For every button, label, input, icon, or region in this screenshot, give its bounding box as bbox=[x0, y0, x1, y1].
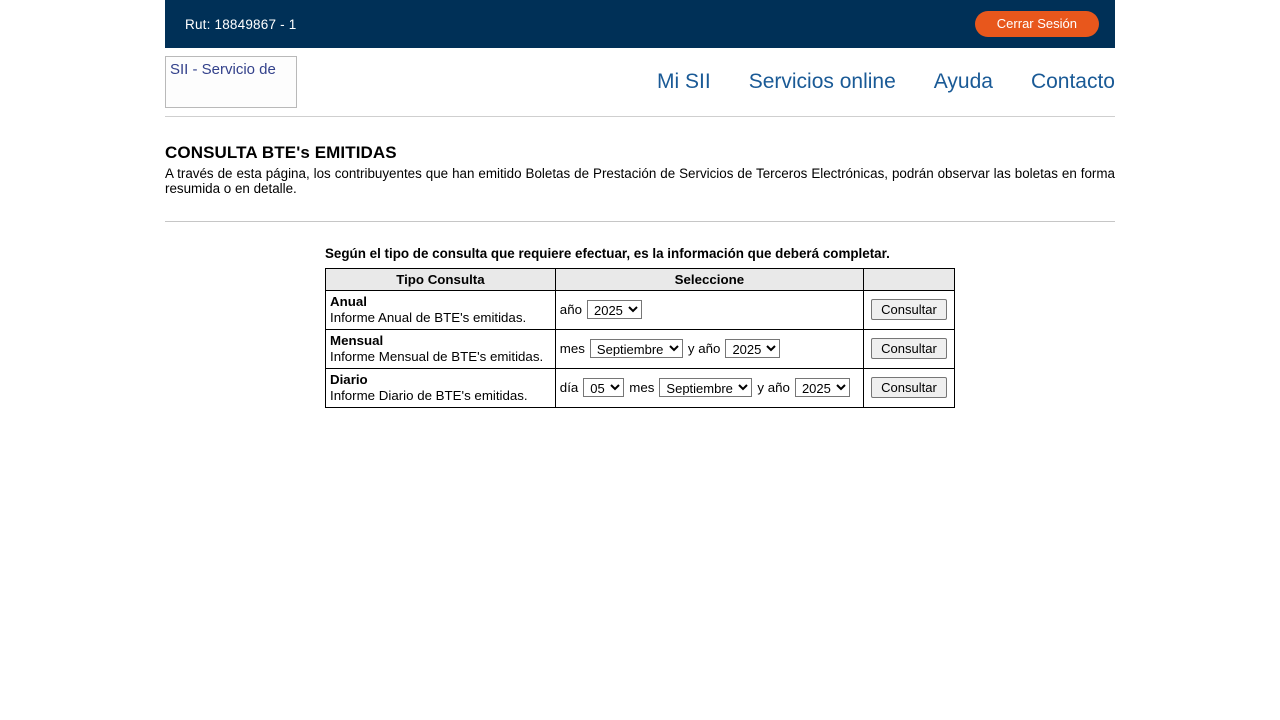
tipo-desc-diario: Informe Diario de BTE's emitidas. bbox=[330, 387, 528, 403]
label-anio-mensual: y año bbox=[687, 341, 721, 356]
table-row-mensual bbox=[326, 329, 955, 368]
column-header-seleccione: Seleccione bbox=[555, 268, 863, 290]
section-divider bbox=[165, 221, 1115, 222]
cell-seleccione-mensual bbox=[555, 329, 863, 368]
tipo-title-diario: Diario bbox=[330, 371, 368, 387]
cell-tipo-anual bbox=[326, 290, 556, 329]
page-description: A través de esta página, los contribuyentes que han emitido Boletas de Prestación de Servicios de Terceros Electrónicas, podrán observar las boletas en forma resumida o en detalle. bbox=[165, 166, 1115, 196]
cell-tipo-diario bbox=[326, 368, 556, 407]
label-dia-diario: día bbox=[559, 380, 579, 395]
consultar-button-mensual[interactable]: Consultar bbox=[871, 338, 947, 359]
cell-action-diario bbox=[863, 368, 954, 407]
form-instructions: Según el tipo de consulta que requiere efectuar, es la información que deberá completar. bbox=[325, 246, 890, 261]
label-mes-mensual: mes bbox=[559, 341, 585, 356]
site-header bbox=[165, 48, 1115, 117]
label-anio-diario: y año bbox=[757, 380, 790, 395]
sii-logo-broken-image[interactable] bbox=[165, 56, 297, 108]
tipo-desc-mensual: Informe Mensual de BTE's emitidas. bbox=[330, 348, 544, 364]
table-row-diario bbox=[326, 368, 955, 407]
cell-seleccione-diario bbox=[555, 368, 863, 407]
select-dia-diario[interactable] bbox=[583, 378, 624, 397]
page-title: CONSULTA BTE's EMITIDAS bbox=[165, 143, 397, 162]
cell-action-mensual bbox=[863, 329, 954, 368]
nav-item-servicios-online[interactable]: Servicios online bbox=[748, 70, 896, 93]
select-anio-mensual[interactable] bbox=[725, 339, 780, 358]
cell-tipo-mensual bbox=[326, 329, 556, 368]
select-mes-mensual[interactable] bbox=[590, 339, 683, 358]
cell-seleccione-anual bbox=[555, 290, 863, 329]
tipo-desc-anual: Informe Anual de BTE's emitidas. bbox=[330, 309, 527, 325]
cell-action-anual bbox=[863, 290, 954, 329]
select-mes-diario[interactable] bbox=[659, 378, 752, 397]
column-header-tipo-consulta: Tipo Consulta bbox=[326, 268, 556, 290]
nav-item-mi-sii[interactable]: Mi SII bbox=[657, 70, 711, 93]
logout-button[interactable]: Cerrar Sesión bbox=[975, 11, 1099, 37]
column-header-action bbox=[863, 268, 954, 290]
content-wrapper bbox=[165, 0, 1115, 408]
rut-label: Rut: 18849867 - 1 bbox=[185, 16, 297, 32]
label-mes-diario: mes bbox=[629, 380, 655, 395]
main-navigation bbox=[657, 70, 1115, 94]
tipo-title-anual: Anual bbox=[330, 293, 367, 309]
query-form-block bbox=[325, 246, 955, 408]
select-anio-anual[interactable] bbox=[587, 300, 642, 319]
page-body bbox=[165, 117, 1115, 408]
table-header-row bbox=[326, 268, 955, 290]
label-anio-anual: año bbox=[559, 302, 582, 317]
consultar-button-diario[interactable]: Consultar bbox=[871, 377, 947, 398]
logo-alt-text: SII - Servicio de bbox=[170, 61, 276, 78]
top-session-bar bbox=[165, 0, 1115, 48]
nav-item-contacto[interactable]: Contacto bbox=[1030, 70, 1115, 93]
consultar-button-anual[interactable]: Consultar bbox=[871, 299, 947, 320]
select-anio-diario[interactable] bbox=[795, 378, 850, 397]
tipo-title-mensual: Mensual bbox=[330, 332, 384, 348]
nav-item-ayuda[interactable]: Ayuda bbox=[933, 70, 993, 93]
query-table bbox=[325, 268, 955, 408]
table-row-anual bbox=[326, 290, 955, 329]
